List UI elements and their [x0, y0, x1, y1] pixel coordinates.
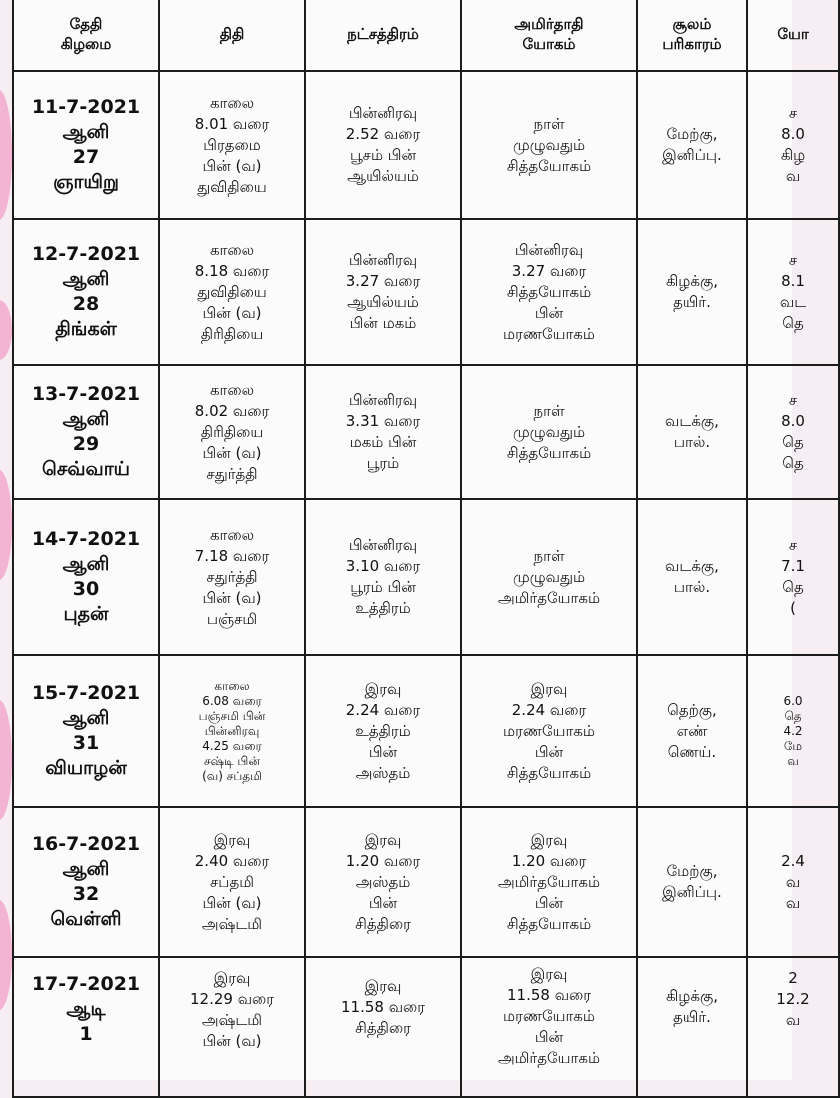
cell-line: 4.2: [783, 723, 803, 738]
cell-line: மரணயோகம்: [503, 721, 595, 740]
cell-line: 3.10 வரை: [345, 557, 421, 575]
cell-line: நாள்: [533, 114, 565, 133]
yogam-cell: [461, 219, 637, 365]
cell-line: அஷ்டமி: [201, 1011, 263, 1029]
cell-line: 2.24 வரை: [511, 700, 587, 719]
cell-line: நட்சத்திரம்: [347, 25, 419, 43]
cell-line: பின் (வ): [202, 588, 262, 607]
cell-line: 2.40 வரை: [194, 851, 270, 870]
tithi-cell: [159, 219, 305, 365]
cell-line: 16-7-2021: [31, 833, 141, 855]
nakshatra-cell: [305, 365, 461, 499]
date-cell: [13, 365, 159, 499]
cell-line: வடக்கு,: [665, 412, 719, 430]
cell-line: பின்னிரவு: [514, 240, 584, 259]
cell-line: 11.58 வரை: [340, 998, 425, 1016]
date-cell: [13, 499, 159, 655]
table-row: [13, 365, 839, 499]
extra-cell: [747, 365, 839, 499]
cell-line: அமிர்தாதி: [514, 15, 584, 33]
cell-line: 8.01 வரை: [194, 114, 270, 133]
pink-decoration: [0, 300, 12, 360]
cell-line: 2.4: [781, 851, 805, 870]
cell-line: யோகம்: [522, 35, 576, 53]
soolam-cell: [637, 655, 747, 807]
cell-line: எண்: [676, 721, 708, 740]
cell-line: 15-7-2021: [31, 682, 141, 704]
cell-line: அமிர்தயோகம்: [497, 872, 601, 891]
cell-line: தயிர்.: [673, 293, 711, 311]
cell-line: துவிதியை: [197, 177, 267, 196]
cell-line: தெ: [782, 578, 804, 596]
tithi-cell: [159, 71, 305, 219]
cell-line: இரவு: [530, 965, 568, 983]
cell-line: பின்னிரவு: [348, 536, 418, 554]
cell-line: 3.27 வரை: [511, 261, 587, 280]
cell-line: பூசம் பின்: [349, 146, 417, 164]
cell-line: 1.20 வரை: [345, 851, 421, 870]
cell-line: பின் (வ): [202, 893, 262, 912]
date-cell: [13, 655, 159, 807]
extra-cell: [747, 957, 839, 1097]
nakshatra-cell: [305, 219, 461, 365]
cell-line: வ: [785, 872, 801, 891]
cell-line: சித்தயோகம்: [506, 914, 592, 933]
cell-line: காலை: [209, 93, 255, 112]
cell-line: இரவு: [364, 830, 402, 849]
cell-line: பஞ்சமி பின்: [198, 708, 266, 723]
cell-line: முழுவதும்: [512, 422, 586, 441]
table-row: [13, 655, 839, 807]
cell-line: 8.0: [781, 125, 805, 143]
cell-line: 32: [72, 883, 100, 905]
cell-line: அமிர்தயோகம்: [497, 1049, 601, 1067]
cell-line: ணெய்.: [667, 742, 717, 761]
cell-line: தெ: [782, 433, 804, 451]
cell-line: 17-7-2021: [31, 973, 141, 995]
cell-line: சஷ்டி பின்: [203, 753, 261, 768]
extra-cell: [747, 219, 839, 365]
cell-line: 14-7-2021: [31, 528, 141, 550]
cell-line: வடக்கு,: [665, 557, 719, 575]
cell-line: பின்னிரவு: [348, 251, 418, 269]
cell-line: இரவு: [213, 830, 251, 849]
soolam-cell: [637, 365, 747, 499]
cell-line: 11-7-2021: [31, 96, 141, 118]
cell-line: பின் (வ): [202, 156, 262, 175]
cell-line: (: [790, 599, 796, 617]
cell-line: 3.31 வரை: [345, 412, 421, 430]
cell-line: 29: [72, 433, 100, 455]
extra-cell: [747, 655, 839, 807]
cell-line: இரவு: [530, 830, 568, 849]
cell-line: 3.27 வரை: [345, 272, 421, 290]
cell-line: கிழமை: [60, 35, 112, 53]
cell-line: நாள்: [533, 546, 565, 565]
nakshatra-cell: [305, 957, 461, 1097]
date-cell: [13, 219, 159, 365]
cell-line: தெ: [782, 314, 804, 332]
cell-line: ஆனி: [62, 268, 110, 290]
cell-line: பின் மகம்: [349, 314, 417, 332]
cell-line: இரவு: [364, 977, 402, 995]
soolam-cell: [637, 957, 747, 1097]
cell-line: மேற்கு,: [666, 862, 718, 880]
cell-line: வட: [779, 293, 807, 311]
cell-line: வ: [785, 1011, 801, 1029]
cell-line: புதன்: [63, 603, 109, 625]
cell-line: வ: [787, 753, 799, 768]
cell-line: இரவு: [530, 679, 568, 698]
cell-line: திரிதியை: [200, 324, 264, 343]
cell-line: முழுவதும்: [512, 567, 586, 586]
cell-line: (வ) சப்தமி: [202, 768, 262, 783]
cell-line: 8.18 வரை: [194, 261, 270, 280]
cell-line: முழுவதும்: [512, 135, 586, 154]
nakshatra-cell: [305, 807, 461, 957]
header-tithi: [159, 0, 305, 71]
cell-line: ச: [788, 536, 798, 554]
soolam-cell: [637, 499, 747, 655]
cell-line: 2: [788, 969, 798, 987]
yogam-cell: [461, 499, 637, 655]
yogam-cell: [461, 807, 637, 957]
tithi-cell: [159, 499, 305, 655]
cell-line: ஆனி: [62, 858, 110, 880]
cell-line: திங்கள்: [55, 318, 117, 340]
cell-line: தயிர்.: [673, 1008, 711, 1026]
cell-line: பரிகாரம்: [662, 35, 722, 53]
cell-line: 13-7-2021: [31, 383, 141, 405]
cell-line: பஞ்சமி: [206, 609, 258, 628]
table-row: [13, 219, 839, 365]
cell-line: சூலம்: [672, 15, 712, 33]
tithi-cell: [159, 957, 305, 1097]
cell-line: பின்னிரவு: [348, 391, 418, 409]
cell-line: வெள்ளி: [50, 908, 122, 930]
tithi-cell: [159, 365, 305, 499]
tithi-cell: [159, 655, 305, 807]
pink-decoration: [0, 470, 12, 580]
cell-line: 12.2: [776, 990, 810, 1008]
cell-line: மரணயோகம்: [503, 1007, 595, 1025]
table-row: [13, 71, 839, 219]
cell-line: வ: [785, 893, 801, 912]
date-cell: [13, 807, 159, 957]
cell-line: ச: [788, 104, 798, 122]
header-nakshatra: [305, 0, 461, 71]
cell-line: காலை: [209, 525, 255, 544]
cell-line: 6.08 வரை: [202, 693, 262, 708]
cell-line: கிழக்கு,: [666, 272, 718, 290]
pink-decoration: [0, 90, 12, 220]
cell-line: இரவு: [213, 969, 251, 987]
cell-line: பின்: [368, 742, 398, 761]
cell-line: இனிப்பு.: [662, 883, 722, 901]
pink-decoration: [0, 700, 12, 820]
cell-line: பின் (வ): [202, 303, 262, 322]
cell-line: ஆனி: [62, 408, 110, 430]
cell-line: பின்னிரவு: [204, 723, 260, 738]
cell-line: பூரம்: [366, 454, 400, 472]
cell-line: 8.0: [781, 412, 805, 430]
tithi-cell: [159, 807, 305, 957]
cell-line: பின்: [534, 742, 564, 761]
cell-line: ஆயில்யம்: [347, 293, 419, 311]
cell-line: 27: [72, 146, 100, 168]
cell-line: 2.24 வரை: [345, 700, 421, 719]
cell-line: பின்: [534, 893, 564, 912]
cell-line: இரவு: [364, 679, 402, 698]
cell-line: அஷ்டமி: [201, 914, 263, 933]
cell-line: சதுர்த்தி: [206, 464, 258, 483]
extra-cell: [747, 807, 839, 957]
cell-line: 1: [79, 1023, 93, 1045]
cell-line: ஆனி: [62, 707, 110, 729]
cell-line: திரிதியை: [200, 422, 264, 441]
cell-line: காலை: [209, 240, 255, 259]
cell-line: பால்.: [673, 433, 711, 451]
cell-line: 12-7-2021: [31, 243, 141, 265]
cell-line: 31: [72, 732, 100, 754]
cell-line: உத்திரம்: [355, 599, 411, 617]
cell-line: 7.18 வரை: [194, 546, 270, 565]
cell-line: அஸ்தம்: [355, 763, 411, 782]
cell-line: ச: [788, 251, 798, 269]
cell-line: பால்.: [673, 578, 711, 596]
cell-line: பின் (வ): [202, 1032, 262, 1050]
cell-line: பின்: [534, 1028, 564, 1046]
cell-line: கிழ: [780, 146, 806, 164]
header-soolam: [637, 0, 747, 71]
cell-line: தெ: [784, 708, 802, 723]
cell-line: 6.0: [783, 693, 803, 708]
cell-line: 12.29 வரை: [189, 990, 274, 1008]
panchangam-table: [12, 0, 840, 1098]
cell-line: சப்தமி: [209, 872, 254, 891]
cell-line: மே: [783, 738, 803, 753]
cell-line: அஸ்தம்: [355, 872, 411, 891]
yogam-cell: [461, 655, 637, 807]
cell-line: சித்தயோகம்: [506, 763, 592, 782]
cell-line: 28: [72, 293, 100, 315]
cell-line: 8.02 வரை: [194, 401, 270, 420]
table-row: [13, 807, 839, 957]
cell-line: பின்: [368, 893, 398, 912]
cell-line: ஆனி: [62, 553, 110, 575]
cell-line: இனிப்பு.: [662, 146, 722, 164]
cell-line: ஆயில்யம்: [347, 167, 419, 185]
cell-line: ஆனி: [62, 121, 110, 143]
header-row: [13, 0, 839, 71]
cell-line: சித்தயோகம்: [506, 443, 592, 462]
cell-line: 7.1: [781, 557, 805, 575]
cell-line: செவ்வாய்: [42, 458, 130, 480]
cell-line: தெ: [782, 454, 804, 472]
cell-line: திதி: [219, 25, 245, 43]
cell-line: தெற்கு,: [667, 700, 717, 719]
yogam-cell: [461, 365, 637, 499]
cell-line: காலை: [209, 380, 255, 399]
cell-line: சித்தயோகம்: [506, 282, 592, 301]
nakshatra-cell: [305, 655, 461, 807]
soolam-cell: [637, 807, 747, 957]
cell-line: ஞாயிறு: [53, 171, 119, 193]
cell-line: பின் (வ): [202, 443, 262, 462]
date-cell: [13, 71, 159, 219]
cell-line: துவிதியை: [197, 282, 267, 301]
cell-line: கிழக்கு,: [666, 987, 718, 1005]
table-row: [13, 957, 839, 1097]
cell-line: சதுர்த்தி: [206, 567, 258, 586]
header-extra: [747, 0, 839, 71]
cell-line: ஆடி: [66, 998, 106, 1020]
header-date: [13, 0, 159, 71]
table-row: [13, 499, 839, 655]
nakshatra-cell: [305, 499, 461, 655]
cell-line: சித்தயோகம்: [506, 156, 592, 175]
cell-line: யோ: [777, 25, 809, 43]
cell-line: 1.20 வரை: [511, 851, 587, 870]
cell-line: மேற்கு,: [666, 125, 718, 143]
cell-line: காலை: [214, 678, 250, 693]
cell-line: வியாழன்: [45, 757, 127, 779]
cell-line: 2.52 வரை: [345, 125, 421, 143]
yogam-cell: [461, 71, 637, 219]
cell-line: பூரம் பின்: [350, 578, 416, 596]
cell-line: பின்னிரவு: [348, 104, 418, 122]
cell-line: வ: [785, 167, 801, 185]
cell-line: ச: [788, 391, 798, 409]
cell-line: நாள்: [533, 401, 565, 420]
date-cell: [13, 957, 159, 1097]
soolam-cell: [637, 71, 747, 219]
extra-cell: [747, 71, 839, 219]
nakshatra-cell: [305, 71, 461, 219]
extra-cell: [747, 499, 839, 655]
cell-line: 30: [72, 578, 100, 600]
header-yogam: [461, 0, 637, 71]
cell-line: 11.58 வரை: [506, 986, 591, 1004]
cell-line: மரணயோகம்: [503, 324, 595, 343]
cell-line: அமிர்தயோகம்: [497, 588, 601, 607]
cell-line: மகம் பின்: [349, 433, 417, 451]
yogam-cell: [461, 957, 637, 1097]
pink-decoration: [0, 900, 12, 1010]
cell-line: தேதி: [69, 15, 103, 33]
cell-line: பிரதமை: [203, 135, 261, 154]
cell-line: உத்திரம்: [355, 721, 411, 740]
cell-line: 4.25 வரை: [202, 738, 262, 753]
cell-line: சித்திரை: [355, 1019, 411, 1037]
soolam-cell: [637, 219, 747, 365]
cell-line: பின்: [534, 303, 564, 322]
cell-line: 8.1: [781, 272, 805, 290]
cell-line: சித்திரை: [355, 914, 411, 933]
